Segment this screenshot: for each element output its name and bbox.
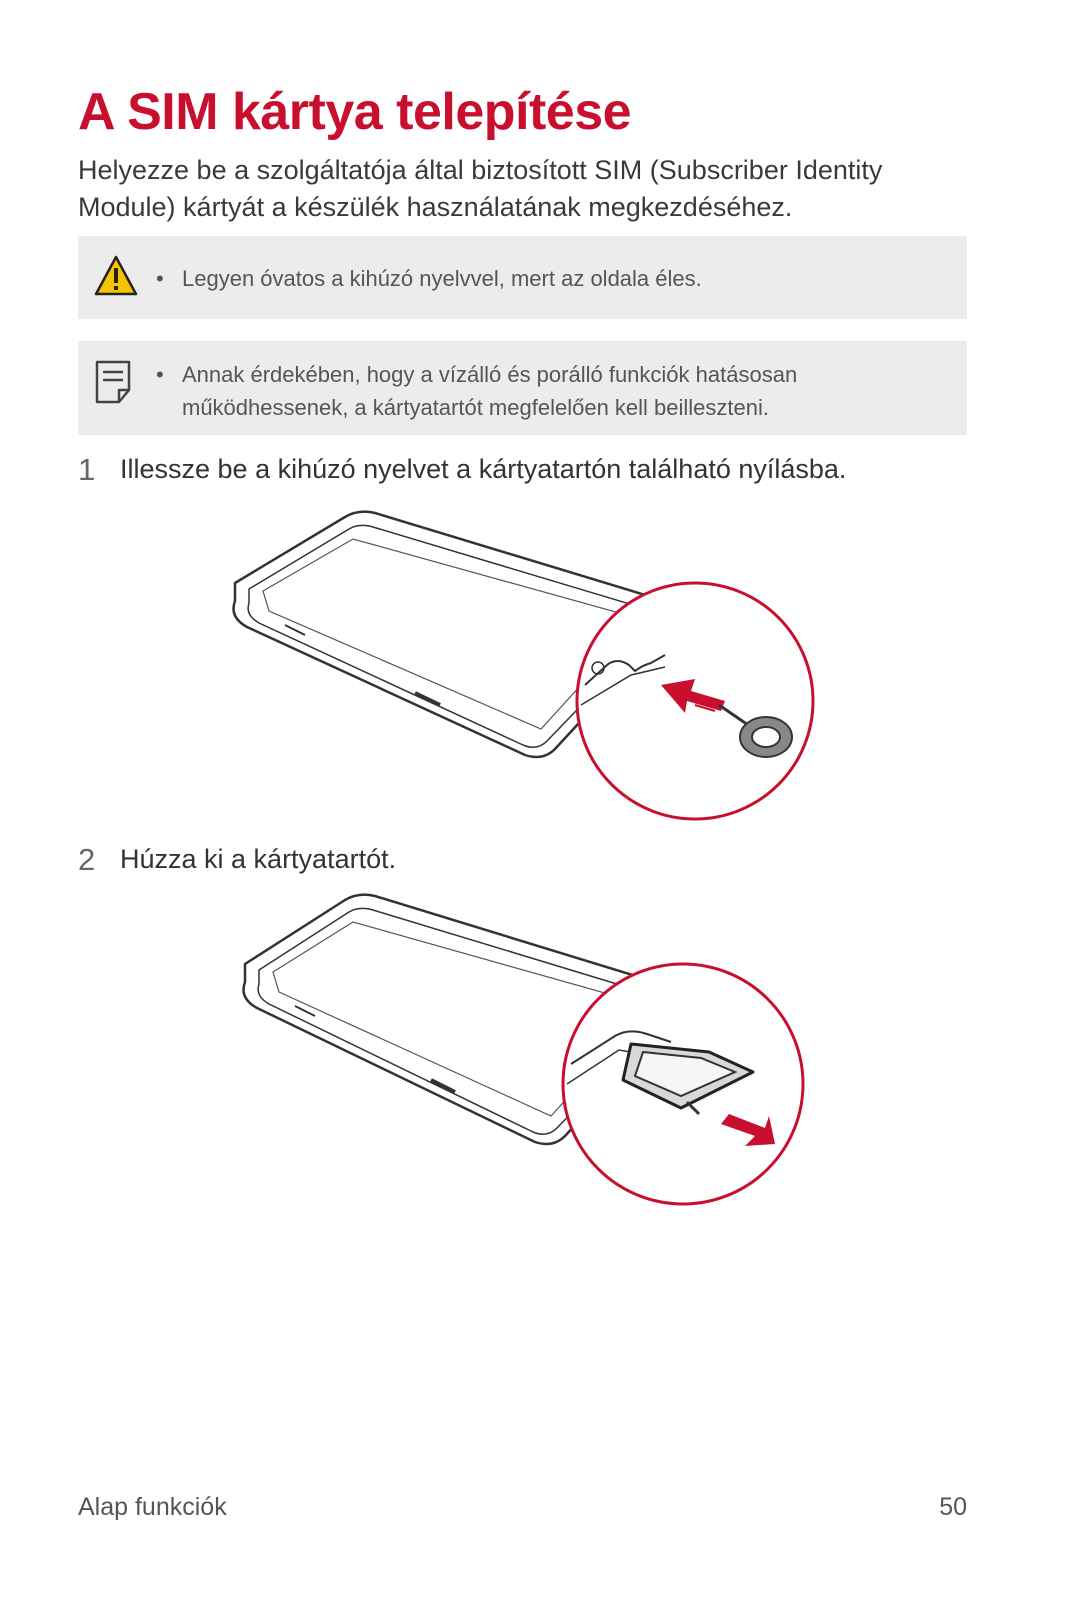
step-number: 2 [78, 842, 96, 877]
step-text: Húzza ki a kártyatartót. [120, 844, 397, 874]
caution-text: Legyen óvatos a kihúzó nyelvvel, mert az oldala éles. [182, 266, 702, 291]
step-text: Illessze be a kihúzó nyelvet a kártyatartón található nyílásba. [120, 454, 847, 484]
caution-bullet: • [156, 266, 164, 291]
note-bullet: • [156, 362, 164, 387]
pull-out-tray-illustration [235, 888, 815, 1223]
note-icon [94, 359, 134, 410]
warning-triangle-icon [94, 254, 138, 303]
step-number: 1 [78, 452, 96, 487]
intro-paragraph: Helyezze be a szolgáltatója által biztosított SIM (Subscriber Identity Module) kártyát a készülék használatának megkezdéséhez. [78, 155, 883, 222]
page-title: A SIM kártya telepítése [78, 83, 632, 141]
footer-section-title: Alap funkciók [78, 1493, 227, 1521]
insert-ejector-pin-illustration [225, 505, 825, 830]
page-number: 50 [939, 1493, 967, 1521]
note-text: Annak érdekében, hogy a vízálló és porálló funkciók hatásosan működhessenek, a kártyatartót megfelelően kell beilleszteni. [182, 362, 798, 420]
